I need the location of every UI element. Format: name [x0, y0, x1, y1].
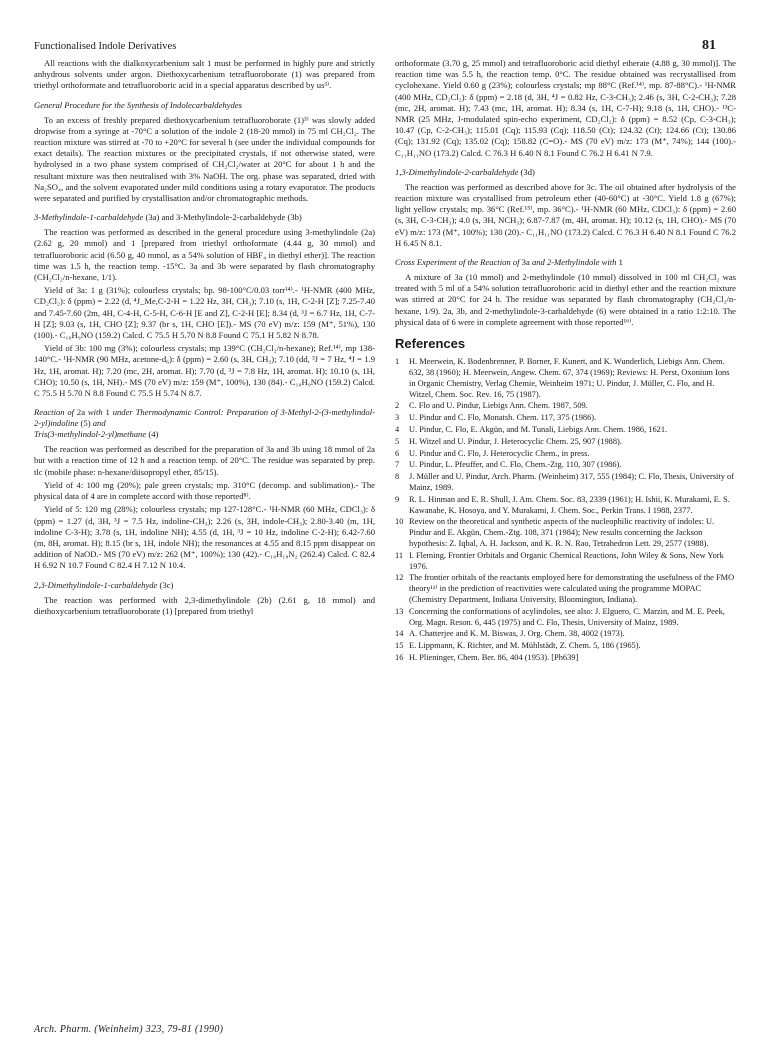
reference-text: I. Fleming, Frontier Orbitals and Organic Chemical Reactions, John Wiley & Sons, New York 1976. [409, 550, 724, 571]
heading-3d-title: 1,3-Dimethylindole-2-carbaldehyde [395, 166, 519, 177]
section-heading-3a-3b [34, 212, 375, 223]
reference-item [395, 437, 736, 448]
reference-number: 3 [395, 413, 400, 423]
reference-number: 16 [395, 652, 404, 662]
reference-number: 12 [395, 573, 404, 583]
intro-paragraph: All reactions with the dialkoxycarbenium salt 1 must be performed in highly pure and strictly anhydrous solvents under argon. Diethoxycarbenium tetrafluoroborate (1) was prepared from triethyl orthoformate and tetrafluoroboric acid in a special apparatus described by us³⁾. [34, 58, 375, 91]
running-head [34, 38, 716, 54]
reference-text: A. Chatterjee and K. M. Biswas, J. Org. Chem. 38, 4002 (1973). [409, 629, 625, 639]
procedure-3c-paragraph: The reaction was performed with 2,3-dimethylindole (2b) (2.61 g, 18 mmol) and diethoxycarbenium tetrafluoroborate (1) [prepared from triethyl [34, 594, 375, 616]
heading-2a-pre: Reaction of [34, 407, 75, 418]
journal-citation-footer: Arch. Pharm. (Weinheim) 323, 79-81 (1990) [34, 1024, 224, 1035]
reference-item [395, 641, 736, 652]
reference-number: 14 [395, 629, 404, 639]
heading-2a-code3: (5) [80, 418, 91, 429]
heading-cross-code: 3a [521, 257, 530, 268]
heading-3d-code: (3d) [520, 166, 535, 177]
reference-text: H. Plieninger, Chem. Ber. 86, 404 (1953). [Ph639] [409, 652, 579, 662]
reference-item [395, 573, 736, 605]
reference-number: 11 [395, 550, 404, 560]
section-heading-3d [395, 167, 736, 178]
reference-number: 1 [395, 357, 400, 367]
reference-text: U. Pindur, L. Pfeuffer, and C. Flo, Chem.-Ztg. 110, 307 (1986). [409, 460, 622, 470]
reference-number: 13 [395, 606, 404, 616]
heading-2a-mid: with [87, 407, 103, 418]
yield-3a-paragraph: Yield of 3a: 1 g (31%); colourless crystals; bp. 98-100°C/0.03 torr¹⁴⁾.- ¹H-NMR (400 MHz, CD₂Cl₂): δ (ppm) = 2.22 (d, ⁴J_Me,C-2-H = 1.22 Hz, 3H, CH₃); 7.10 (s, 1H, C-2-H [Z]; 7.25-7.40 and 7.45-7.60 (2m, 4H, C-4-H, C-5-H, C-6-H [E and Z], C-2-H [E]; 8.34 (d, ³J = 6.7 Hz, 1H, C-7-H [Z]; 9.03 (s, 1H, CHO [Z]; 9.37 (br s, 1H, CHO [E]).- MS (70 eV) m/z: 159 (M⁺, 51%), 130 (100).- C₁₀H₉NO (159.2) Calcd. C 75.5 H 5.70 N 8.8 Found C 75.1 H 5.82 N 8.78. [34, 285, 375, 341]
reference-item [395, 653, 736, 664]
reference-number: 4 [395, 425, 400, 435]
reference-item [395, 357, 736, 400]
heading-2a-code2: 1 [105, 407, 110, 418]
section-heading-2a-thermodynamic [34, 407, 375, 440]
yield-3b-paragraph: Yield of 3b: 100 mg (3%); colourless crystals; mp 139°C (CH₂Cl₂/n-hexane); Ref.¹⁴⁾, mp 138-140°C.- ¹H-NMR (90 MHz, acetone-d₆): δ (ppm) = 2.60 (s, 3H, CH₃); 7.10 (dd, ³J = 7 Hz, ⁴J = 1.9 Hz, 1H, aromat. H); 7.20 (mc, 2H, aromat. H); 7.70 (d, ³J = 7.8 Hz, 1H, aromat. H); 10.10 (s, 1H, CHO); 10.50 (s, 1H, NH).- MS (70 eV) m/z: 159 (M⁺, 100%), 130 (84).- C₁₀H₉NO (159.2) Calcd. C 75.5 H 5.70 N 8.8 Found C 75.5 H 5.74 N 8.7. [34, 343, 375, 399]
reference-text: Concerning the conformations of acylindoles, see also: J. Elguero, C. Marzin, and M. E. Peek, Org. Magn. Reson. 6, 445 (1975) and C. Flo, Thesis, University of Mainz, 1989. [409, 606, 725, 627]
reference-number: 10 [395, 517, 404, 527]
reference-item [395, 495, 736, 517]
reference-item [395, 425, 736, 436]
heading-2a-code4: (4) [148, 429, 159, 440]
right-column [395, 58, 736, 665]
reference-text: J. Müller and U. Pindur, Arch. Pharm. (Weinheim) 317, 555 (1984); C. Flo, Thesis, University of Mainz, 1989. [409, 472, 734, 493]
page-number: 81 [702, 38, 716, 53]
heading-2a-and: and [92, 418, 106, 429]
reference-number: 9 [395, 494, 400, 504]
general-procedure-heading: General Procedure for the Synthesis of Indolecarbaldehydes [34, 99, 242, 110]
reference-item [395, 629, 736, 640]
heading-3a-code: (3a) [145, 212, 160, 223]
cross-experiment-paragraph: A mixture of 3a (10 mmol) and 2-methylindole (10 mmol) dissolved in 100 ml CH₂Cl₂ was treated with 5 ml of a 54% solution tetrafluoroboric acid in diethyl ether and the reaction mixture was stirred at 20°C for 24 h. The residue was separated by flash chromatography (CH₂Cl₂/n-hexane, 1/9). 2a, 3b, and 2-methylindole-3-carbaldehyde (6) were obtained in a ratio 1:2:10. The physical data of 6 were in complete agreement with those reported¹⁶⁾. [395, 272, 736, 327]
reference-item [395, 413, 736, 424]
heading-3c-code: (3c) [159, 579, 174, 590]
reference-text: U. Pindur and C. Flo, J. Heterocyclic Chem., in press. [409, 448, 590, 458]
heading-cross-code2: 1 [618, 257, 623, 268]
reference-text: R. L. Hinman and E. R. Shull, J. Am. Chem. Soc. 83, 2339 (1961); H. Ishii, K. Murakami, E. S. Kawanabe, K. Hosoya, and Y. Murakami, J. Chem. Soc., Perkin Trans. I 1988, 2377. [409, 494, 730, 515]
heading-3a-title: 3-Methylindole-1-carbaldehyde [34, 212, 144, 223]
general-procedure-paragraph: To an excess of freshly prepared diethoxycarbenium tetrafluoroborate (1)³⁾ was slowly added dropwise from a syringe at -70°C a solution of the indole 2 (18-20 mmol) in 75 ml CH₂Cl₂. The reaction mixture was stirred at -70 to +20°C for several h (see under the individual compounds for exact details). The reaction mixtures or the precipitated crystals, if not otherwise stated, were hydrolysed in a two phase system comprised of CH₂Cl₂/water at 20°C for about 1 h and the resultant mixture was then neutralised with 3% NaOH. The org. phase was separated, dried with Na₂SO₄, and the solvent evaporated under mild conditions using a rotary evaporator. The products were separated and purified by crystallisation and/or chromatographic methods. [34, 114, 375, 204]
heading-3b-code: (3b) [287, 212, 302, 223]
reference-text: E. Lippmann, K. Richter, and M. Mühlstädt, Z. Chem. 5, 186 (1965). [409, 641, 641, 651]
section-heading-3c [34, 580, 375, 591]
reference-text: C. Flo and U. Pindur, Liebigs Ann. Chem. 1987, 509. [409, 401, 588, 411]
heading-3c-title: 2,3-Dimethylindole-1-carbaldehyde [34, 579, 158, 590]
references-heading: References [395, 336, 466, 352]
reference-text: H. Witzel and U. Pindur, J. Heterocyclic Chem. 25, 907 (1988). [409, 436, 622, 446]
reference-text: U. Pindur and C. Flo, Monatsh. Chem. 117, 375 (1986). [409, 413, 597, 423]
reference-number: 2 [395, 401, 400, 411]
reference-number: 5 [395, 436, 400, 446]
heading-3b-title: and 3-Methylindole-2-carbaldehyde [161, 212, 286, 223]
reference-text: The frontier orbitals of the reactants employed here for demonstrating the usefulness of the FMO theory¹¹⁾ in the prediction of reactivities were calculated using the programme MOPAC (Chemistry Department, Indiana University, Bloomington, Indiana). [409, 573, 735, 604]
section-heading-cross-experiment [395, 257, 736, 268]
heading-cross-pre: Cross Experiment of the Reaction of [395, 257, 520, 268]
reference-item [395, 449, 736, 460]
reference-text: H. Meerwein, K. Bodenbrenner, P. Borner, F. Kunert, and K. Wunderlich, Liebigs Ann. Chem. 632, 38 (1960); H. Meerwein, Angew. Chem. 67, 374 (1969); Reviews: H. Perst, Oxonium Ions in Organic Chemistry, Verlag Chemie, Weinheim 1971; U. Pindur, J. Müller, C. Flo, and H. Witzel, Chem. Soc. Rev. 16, 75 (1987). [409, 357, 730, 399]
reference-number: 15 [395, 641, 404, 651]
reference-number: 6 [395, 448, 400, 458]
reference-item [395, 607, 736, 629]
references-list [395, 357, 736, 664]
reference-item [395, 460, 736, 471]
procedure-3d-paragraph: The reaction was performed as described above for 3c. The oil obtained after hydrolysis of the reaction mixture was crystallised from petroleum ether (40-60°C) at -30°C. Yield 1.8 g (67%); light yellow crystals; mp. 36°C (Ref.¹⁵⁾, mp. 36°C).- ¹H-NMR (60 MHz, CDCl₃): δ (ppm) = 2.60 (s, 3H, C-3-CH₃); 4.0 (s, 3H, NCH₃); 6.87-7.87 (m, 4H, aromat. H); 10.12 (s, 1H, CHO).- MS (70 eV) m/z: 173 (M⁺, 100%); 130 (20).- C₁₁H₁₁NO (173.2) Calcd. C 76.3 H 6.40 N 8.1 Found C 76.2 H 6.45 N 8.1. [395, 181, 736, 248]
heading-2a-rest: under Thermodynamic Control: Preparation of 3-Methyl-2-(3-methylindol-2-yl)indoline [34, 407, 375, 429]
procedure-3a-paragraph: The reaction was performed as described in the general procedure using 3-methylindole (2a) (2.62 g, 20 mmol) and 1 [prepared from triethyl orthoformate (4.44 g, 30 mmol) and tetrafluoroboric acid (6.50 g, 40 mmol, as a 54% solution of HBF₄ in diethyl ether)]. The reaction time was 1.5 h, the reaction temp. -15°C. 3a and 3b were separated by flash chromatography (CH₂Cl₂/n-hexane, 1/1). [34, 227, 375, 283]
running-title: Functionalised Indole Derivatives [34, 41, 177, 52]
reference-number: 7 [395, 460, 400, 470]
reference-text: U. Pindur, C. Flo, E. Akgün, and M. Tunali, Liebigs Ann. Chem. 1986, 1621. [409, 425, 668, 435]
yield-5-paragraph: Yield of 5: 120 mg (28%); colourless crystals; mp 127-128°C.- ¹H-NMR (60 MHz, CDCl₃): δ (ppm) = 1.27 (d, 3H, ³J = 7.5 Hz, indoline-CH₃); 2.26 (s, 3H, indole-CH₃); 2.80-3.40 (m, 1H, indoline C-3-H); 3.78 (s, 1H, indoline NH); 4.55 (d, 1H, ³J = 10 Hz, indoline C-2-H); 6.42-7.60 (m, 8H, aromat. H); 8.15 (br s, 1H, indole NH); the resonances at 4.55 and 8.15 ppm disappear on addition of NaOD.- MS (70 eV) m/z: 262 (M⁺, 100%); 130 (42).- C₁₈H₁₈N₂ (262.4) Calcd. C 82.4 H 6.92 N 10.7 Found C 82.4 H 7.12 N 10.4. [34, 504, 375, 571]
left-column [34, 58, 375, 619]
heading-cross-mid: and 2-Methylindole with [531, 257, 617, 268]
reference-text: Review on the theoretical and synthetic aspects of the nucleophilic reactivity of indoles: U. Pindur and E. Akgün, Chem.-Ztg. 108, 371 (1984); New results concerning the Jackson hypothesis: Z. Iqbal, A. H. Jackson, and K. R. N. Rao, Tetrahedron Lett. 29, 2577 (1988). [409, 517, 715, 549]
reference-item [395, 517, 736, 549]
procedure-3c-continued: orthoformate (3.70 g, 25 mmol) and tetrafluoroboric acid diethyl etherate (4.88 g, 30 mmol)]. The reaction time was 5.5 h, the reaction temp. 0°C. The residue obtained was recrystallised from cyclohexane. Yield 0.60 g (23%); colourless crystals; mp 88°C (Ref.¹⁴⁾, mp. 87-88°C).- ¹H-NMR (400 MHz, CD₂Cl₂): δ (ppm) = 2.18 (d, 3H, ⁴J = 0.82 Hz, C-3-CH₃); 2.46 (s, 3H, C-2-CH₃); 7.28 (mc, 2H, aromat. H); 7.43 (mc, 1H, aromat. H); 8.34 (s, 1H, C-7-H); 9.18 (s, 1H, CHO).- ¹³C-NMR (25 MHz, J-modulated spin-echo experiment, CD₂Cl₂): δ (ppm) = 8.52 (Cp, C-3-CH₃); 10.47 (Cp, C-2-CH₃); 115.01 (Cq); 115.93 (Cq); 118.50 (Ct); 124.32 (Ct); 124.66 (Ct); 130.86 (Cq); 131.92 (Cq); 135.02 (Cq); 158.82 (C=O).- MS (70 eV) m/z: 173 (M⁺, 74%); 144 (100).- C₁₁H₁₁NO (173.2) Calcd. C 76.3 H 6.40 N 8.1 Found C 76.2 H 6.41 N 7.9. [395, 58, 736, 158]
heading-2a-line2: Tris(3-methylindol-2-yl)methane [34, 429, 147, 440]
reference-item [395, 551, 736, 573]
yield-4-paragraph: Yield of 4: 100 mg (20%); pale green crystals; mp. 310°C (decomp. and sublimation).- The physical data of 4 are in complete accord with those reported⁸⁾. [34, 479, 375, 502]
heading-2a-code: 2a [76, 407, 86, 418]
reference-item [395, 401, 736, 412]
reference-number: 8 [395, 472, 400, 482]
procedure-2a-paragraph: The reaction was performed as described for the preparation of 3a and 3b using 18 mmol of 2a but with a reaction time of 12 h and a reaction temp. of 20°C. The residue was separated by prep. tlc (mobile phase: n-hexane/diisopropyl ether, 85/15). [34, 444, 375, 477]
reference-item [395, 472, 736, 494]
